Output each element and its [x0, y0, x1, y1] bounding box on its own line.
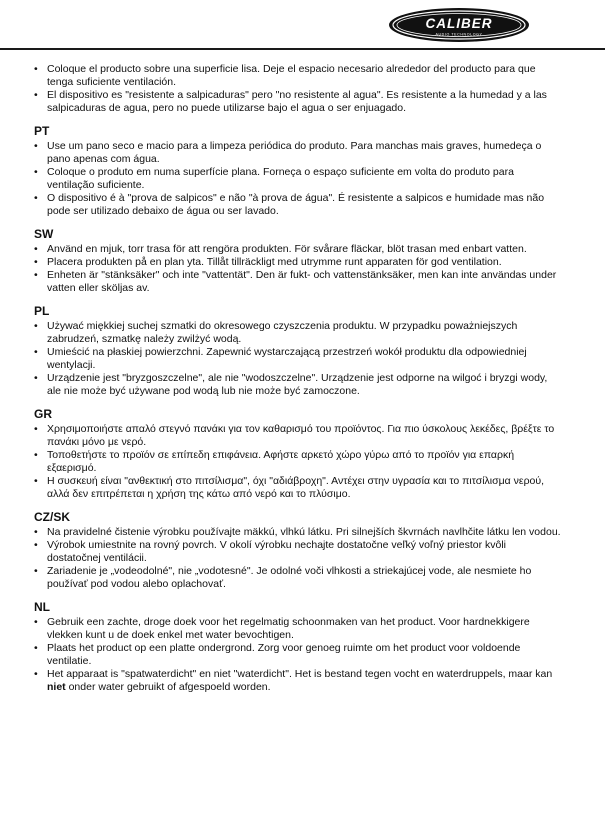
section-heading: GR — [34, 407, 52, 421]
list-item: • Enheten är "stänksäker" och inte "vattentät". Den är fukt- och vattenstänksäker, men kan inte användas under vatten eller sköljas av. — [34, 269, 562, 295]
list-item: • Gebruik een zachte, droge doek voor het regelmatig schoonmaken van het product. Voor hardnekkigere vlekken kunt u de doek enkel met water bevochtigen. — [34, 616, 562, 642]
list-item: • Używać miękkiej suchej szmatki do okresowego czyszczenia produktu. W przypadku poważniejszych zabrudzeń, szmatkę należy zwilżyć wodą. — [34, 320, 562, 346]
page-header — [0, 0, 605, 55]
list-item: • Använd en mjuk, torr trasa för att rengöra produkten. För svårare fläckar, blöt trasan med enbart vatten. — [34, 243, 562, 256]
bullet-list — [34, 140, 562, 218]
header-divider — [0, 48, 605, 50]
section-pl — [34, 304, 562, 398]
bullet-list — [34, 526, 562, 591]
bullet-list — [34, 423, 562, 501]
caliber-logo — [388, 7, 530, 43]
section-sw — [34, 227, 562, 295]
list-item: • Coloque o produto em numa superfície plana. Forneça o espaço suficiente em volta do produto para ventilação suficiente. — [34, 166, 562, 192]
bullet-list — [34, 243, 562, 295]
list-item: • Na pravidelné čistenie výrobku používajte mäkkú, vlhkú látku. Pri silnejších škvrnách navlhčite látku len vodou. — [34, 526, 562, 539]
section-heading: PT — [34, 124, 50, 138]
list-item: • Use um pano seco e macio para a limpeza periódica do produto. Para manchas mais graves, humedeça o pano apenas com água. — [34, 140, 562, 166]
section-heading: NL — [34, 600, 50, 614]
list-item: • Placera produkten på en plan yta. Tillåt tillräckligt med utrymme runt apparaten för god ventilation. — [34, 256, 562, 269]
bullet-list — [34, 63, 562, 115]
list-item: • Het apparaat is "spatwaterdicht" en niet "waterdicht". Het is bestand tegen vocht en waterdruppels, maar kan niet onder water gebruikt of afgespoeld worden. — [34, 668, 562, 694]
list-item: • O dispositivo é à "prova de salpicos" e não "à prova de água". É resistente a salpicos e humidade mas não pode ser utilizado debaixo de água ou ser lavado. — [34, 192, 562, 218]
list-item: • Coloque el producto sobre una superficie lisa. Deje el espacio necesario alrededor del producto para que tenga suficiente ventilación. — [34, 63, 562, 89]
list-item: • El dispositivo es "resistente a salpicaduras" pero "no resistente al agua". Es resistente a la humedad y a las salpicaduras de agua, pero no puede utilizarse bajo el agua o ser enjuagado. — [34, 89, 562, 115]
logo-tagline: AUDIO TECHNOLOGY — [435, 32, 483, 37]
list-item: • Urządzenie jest "bryzgoszczelne", ale nie "wodoszczelne". Urządzenie jest odporne na wilgoć i bryzgi wody, ale nie może być używane pod wodą lub nie może być zamoczone. — [34, 372, 562, 398]
section-pt — [34, 124, 562, 218]
section-heading: PL — [34, 304, 50, 318]
bullet-list — [34, 320, 562, 398]
document-body — [34, 63, 562, 703]
section-heading: SW — [34, 227, 54, 241]
list-item: • Τοποθετήστε το προϊόν σε επίπεδη επιφάνεια. Αφήστε αρκετό χώρο γύρω από το προϊόν για επαρκή εξαερισμό. — [34, 449, 562, 475]
section-es — [34, 63, 562, 115]
bullet-list — [34, 616, 562, 694]
section-gr — [34, 407, 562, 501]
list-item: • Χρησιμοποιήστε απαλό στεγνό πανάκι για τον καθαρισμό του προϊόντος. Για πιο ύσκολους λεκέδες, βρέξτε το πανάκι μόνο με νερό. — [34, 423, 562, 449]
section-heading: CZ/SK — [34, 510, 70, 524]
list-item: • Výrobok umiestnite na rovný povrch. V okolí výrobku nechajte dostatočne veľký voľný priestor kvôli dostatočnej ventilácii. — [34, 539, 562, 565]
logo-text: CALIBER — [425, 16, 493, 31]
section-cz-sk — [34, 510, 562, 591]
list-item: • Zariadenie je „vodeodolné", nie „vodotesné". Je odolné voči vlhkosti a striekajúcej vode, ale nesmiete ho používať pod vodou alebo oplachovať. — [34, 565, 562, 591]
list-item: • Η συσκευή είναι "ανθεκτική στο πιτσίλισμα", όχι "αδιάβροχη". Αντέχει στην υγρασία και το πιτσίλισμα νερού, αλλά δεν επιτρέπεται η χρήση της κάτω από νερό και το πλύσιμο. — [34, 475, 562, 501]
list-item: • Plaats het product op een platte ondergrond. Zorg voor genoeg ruimte om het product voor voldoende ventilatie. — [34, 642, 562, 668]
section-nl — [34, 600, 562, 694]
list-item: • Umieścić na płaskiej powierzchni. Zapewnić wystarczającą przestrzeń wokół produktu dla odpowiedniej wentylacji. — [34, 346, 562, 372]
